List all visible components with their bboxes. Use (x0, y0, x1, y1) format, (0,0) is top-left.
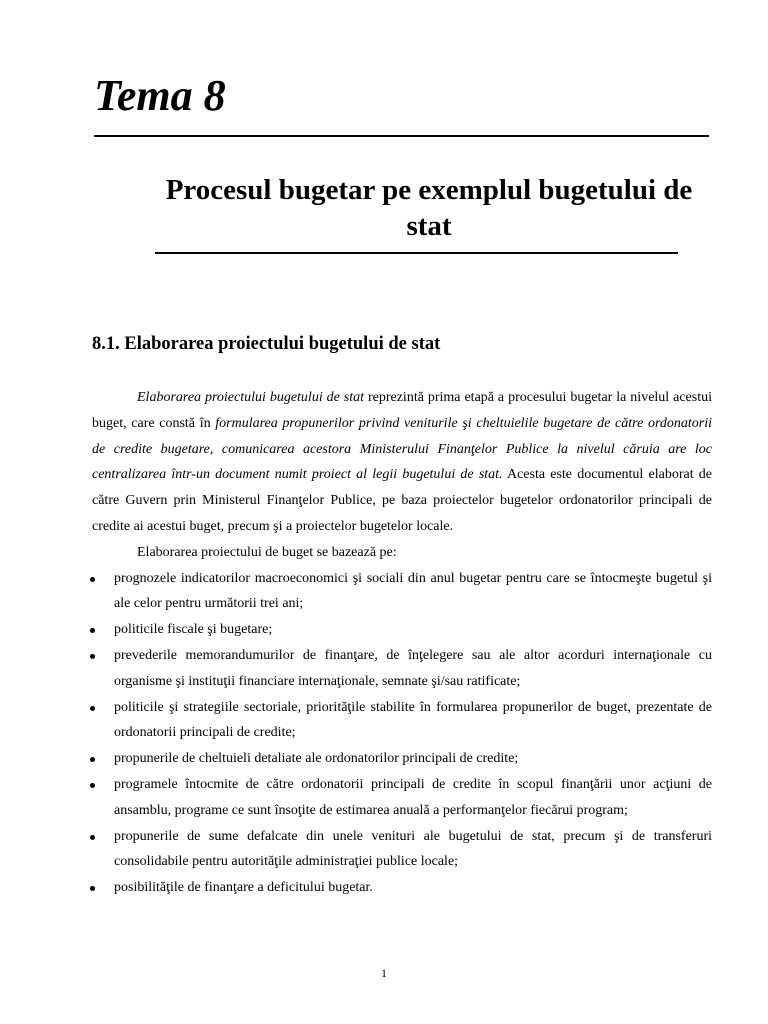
list-intro-paragraph: Elaborarea proiectului de buget se bazează pe: (137, 544, 397, 560)
list-item-text: propunerile de sume defalcate din unele venituri ale bugetului de stat, precum şi de transferuri consolidabile pentru autorităţile administraţiei publice locale; (114, 828, 712, 870)
list-item (92, 824, 712, 876)
list-item-text: programele întocmite de către ordonatorii principali de credite în scopul finanţării unor acţiuni de ansamblu, programe ce sunt însoţite de estimarea anuală a performanţelor fiecărui program; (114, 776, 712, 818)
list-item (92, 746, 712, 772)
body-text (92, 385, 712, 901)
intro-text-3: Acesta este documentul elaborat de către Guvern prin Ministerul Finanţelor Publice, pe baza proiectelor bugetelor ordonatorilor principali de credite ai acestui buget, precum şi a proiectelor bugetelor locale. (92, 467, 712, 534)
chapter-divider (94, 135, 709, 137)
intro-paragraph (92, 385, 712, 540)
intro-text-1: reprezintă prima etapă a procesului bugetar la nivelul acestui buget, care constă în (92, 390, 712, 431)
list-item (92, 566, 712, 618)
intro-italic-2: formularea propunerilor privind veniturile şi cheltuielile bugetare de către ordonatorii de credite bugetare, comunicarea acestora Ministerului Finanţelor Publice la nivelul căruia are loc centralizarea într-un document numit proiect al legii bugetului de stat. (92, 415, 713, 483)
bullet-icon (90, 654, 95, 659)
list-item (92, 875, 712, 901)
list-item (92, 772, 712, 824)
page-number: 1 (381, 966, 387, 980)
list-item-text: prognozele indicatorilor macroeconomici şi sociali din anul bugetar pentru care se întocmeşte bugetul şi ale celor pentru următorii trei ani; (114, 570, 712, 612)
document-title: Procesul bugetar pe exemplul bugetului de stat (165, 174, 693, 242)
intro-lead-italic: Elaborarea proiectului bugetului de stat (137, 390, 365, 405)
list-item-text: posibilităţile de finanţare a deficitului bugetar. (114, 880, 373, 896)
bullet-icon (90, 706, 95, 711)
section-heading: 8.1. Elaborarea proiectului bugetului de stat (92, 334, 441, 354)
list-item (92, 695, 712, 747)
bullet-icon (90, 886, 95, 891)
list-item-text: propunerile de cheltuieli detaliate ale ordonatorilor principali de credite; (114, 751, 519, 767)
list-item (92, 643, 712, 695)
list-item-text: politicile şi strategiile sectoriale, priorităţile stabilite în formularea propunerilor de buget, prezentate de ordonatorii principali de credite; (114, 699, 712, 741)
bullet-icon (90, 757, 95, 762)
bullet-list (92, 566, 712, 901)
bullet-icon (90, 628, 95, 633)
chapter-title: Tema 8 (94, 71, 226, 120)
bullet-icon (90, 577, 95, 582)
bullet-icon (90, 835, 95, 840)
list-item-text: prevederile memorandumurilor de finanţare, de înţelegere sau ale altor acorduri internaţionale cu organisme şi instituţii financiare internaţionale, semnate şi/sau ratificate; (114, 647, 712, 689)
title-divider (155, 252, 678, 254)
list-item (92, 617, 712, 643)
bullet-icon (90, 783, 95, 788)
list-item-text: politicile fiscale şi bugetare; (114, 622, 273, 638)
